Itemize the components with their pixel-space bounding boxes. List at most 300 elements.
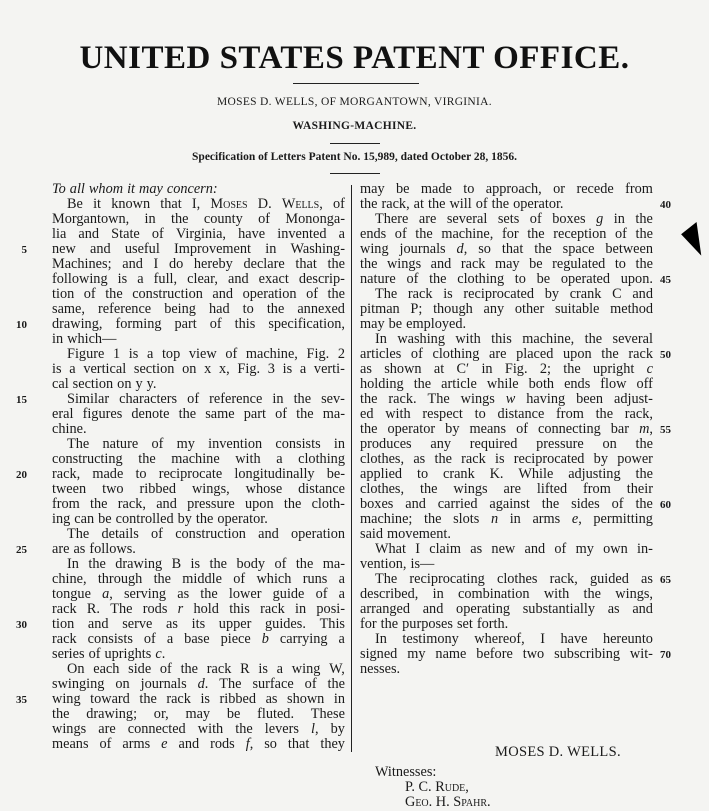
- word: on: [182, 361, 197, 377]
- text-line: [360, 197, 653, 212]
- word: same,: [52, 301, 85, 317]
- word: of: [88, 646, 101, 662]
- line-number: 60: [660, 499, 671, 511]
- word: sides: [571, 496, 600, 512]
- word: against: [489, 496, 530, 512]
- word: is: [52, 361, 62, 377]
- word: with: [455, 331, 481, 347]
- word: Morgantown,: [52, 211, 130, 227]
- word: approach,: [485, 181, 542, 197]
- word: the: [635, 436, 653, 452]
- word: of: [83, 286, 96, 302]
- text-line: [360, 317, 653, 332]
- word: had: [208, 301, 230, 317]
- text-line: [360, 527, 653, 542]
- text-line: [52, 287, 345, 302]
- word: l,: [310, 721, 319, 737]
- word: the: [635, 256, 653, 272]
- word: and: [156, 496, 177, 512]
- word: reciprocated: [463, 286, 535, 302]
- word: of: [529, 211, 542, 227]
- word: combination: [458, 586, 530, 602]
- word: pitman: [360, 301, 400, 317]
- word: in: [52, 331, 64, 347]
- word: x,: [218, 361, 230, 377]
- word: In: [67, 556, 79, 572]
- word: of: [99, 736, 112, 752]
- word: the: [415, 226, 433, 242]
- text-line: [52, 392, 345, 407]
- text-line: [52, 602, 345, 617]
- word: clothing: [457, 271, 505, 287]
- word: may: [360, 181, 385, 197]
- word: In: [375, 331, 387, 347]
- word: the: [527, 226, 545, 242]
- word: is—: [410, 556, 435, 572]
- word: K.: [489, 466, 504, 482]
- word: be: [388, 316, 403, 332]
- word: forming: [115, 316, 162, 332]
- text-line: [52, 302, 345, 317]
- word: is: [128, 346, 139, 362]
- word: as: [641, 571, 653, 587]
- word: and: [632, 601, 653, 617]
- text-line: [52, 272, 345, 287]
- word: part: [243, 406, 266, 422]
- word: as: [73, 541, 86, 557]
- word: longitudinally: [234, 466, 315, 482]
- word: required: [469, 436, 518, 452]
- text-line: [360, 242, 653, 257]
- specification-line: Specification of Letters Patent No. 15,989, dated October 28, 1856.: [192, 151, 517, 163]
- word: as: [413, 451, 426, 467]
- word: of: [275, 406, 288, 422]
- word: are: [52, 541, 70, 557]
- text-line: [52, 437, 345, 452]
- text-line: [360, 437, 653, 452]
- word: this: [491, 331, 512, 347]
- word: its: [191, 616, 206, 632]
- word: the: [413, 376, 432, 392]
- word: substantially: [522, 601, 596, 617]
- word: a: [338, 226, 345, 242]
- text-line: [360, 482, 653, 497]
- word: on: [115, 676, 130, 692]
- word: through: [97, 571, 143, 587]
- word: to: [416, 466, 429, 482]
- word: The: [110, 601, 133, 617]
- word: The: [427, 391, 450, 407]
- word: rack: [461, 451, 486, 467]
- column-divider: [351, 185, 352, 752]
- text-line: [52, 242, 345, 257]
- word: are: [488, 346, 507, 362]
- word: of: [475, 196, 488, 212]
- word: w: [505, 391, 516, 407]
- word: Similar: [67, 391, 110, 407]
- word: the: [584, 331, 603, 347]
- word: bar: [610, 421, 630, 437]
- word: characters: [119, 391, 178, 407]
- text-line: [52, 722, 345, 737]
- word: being: [164, 301, 196, 317]
- word: verti-: [313, 361, 345, 377]
- word: While: [518, 466, 554, 482]
- word: d,: [456, 241, 468, 257]
- word: descrip-: [298, 271, 345, 287]
- word: of: [151, 526, 163, 542]
- word: annexed: [297, 301, 345, 317]
- text-line: [360, 272, 653, 287]
- word: and: [258, 526, 279, 542]
- word: The: [67, 436, 90, 452]
- word: arms: [122, 736, 151, 752]
- word: with: [385, 406, 411, 422]
- word: that: [160, 196, 182, 212]
- word: from: [556, 406, 584, 422]
- word: is: [258, 661, 268, 677]
- text-line: [52, 692, 345, 707]
- word: rack,: [549, 571, 578, 587]
- word: the: [427, 196, 446, 212]
- word: machine,: [245, 346, 298, 362]
- text-line: [360, 287, 653, 302]
- word: the: [360, 391, 378, 407]
- word: two: [102, 481, 124, 497]
- word: before: [476, 646, 513, 662]
- word: is: [495, 451, 505, 467]
- word: respect: [422, 406, 463, 422]
- word: section: [133, 361, 175, 377]
- word: controlled: [115, 511, 174, 527]
- word: denote: [131, 406, 170, 422]
- word: adjust-: [613, 391, 653, 407]
- word: rack: [460, 256, 486, 272]
- word: it: [127, 181, 136, 197]
- text-line: [360, 497, 653, 512]
- text-line: [360, 617, 653, 632]
- word: and: [78, 226, 100, 242]
- word: pressure: [536, 436, 584, 452]
- word: a,: [102, 586, 113, 602]
- word: nature: [102, 436, 139, 452]
- word: series: [52, 646, 85, 662]
- word: operating: [456, 601, 511, 617]
- right-column: [360, 181, 671, 677]
- word: of: [209, 316, 222, 332]
- text-line: [52, 572, 345, 587]
- word: nesses.: [360, 661, 401, 677]
- word: the: [380, 616, 399, 632]
- word: of: [151, 226, 164, 242]
- word: the: [491, 196, 510, 212]
- word: it: [93, 196, 102, 212]
- word: rack,: [117, 496, 146, 512]
- word: boxes: [360, 496, 394, 512]
- word: Fig.: [306, 346, 330, 362]
- word: part: [174, 316, 197, 332]
- word: clear,: [187, 271, 218, 287]
- word: rack: [52, 631, 77, 647]
- word: regulated: [552, 256, 606, 272]
- word: of: [304, 676, 317, 692]
- word: cloth-: [311, 496, 345, 512]
- text-line: [360, 467, 653, 482]
- word: in: [481, 361, 493, 377]
- text-line: [52, 482, 345, 497]
- word: journals: [140, 676, 187, 692]
- word: Fig.: [504, 361, 528, 377]
- word: by: [330, 721, 345, 737]
- word: may: [139, 181, 163, 197]
- line-number: 70: [660, 649, 671, 661]
- word: in: [333, 436, 345, 452]
- word: the: [52, 706, 70, 722]
- word: my: [176, 436, 195, 452]
- word: a: [299, 361, 307, 377]
- word: clothes,: [360, 481, 405, 497]
- word: may: [494, 256, 520, 272]
- word: e: [161, 736, 168, 752]
- word: holding: [360, 376, 404, 392]
- word: D.: [257, 196, 272, 212]
- word: These: [310, 706, 345, 722]
- word: hold: [193, 601, 219, 617]
- word: as: [470, 541, 483, 557]
- word: invented: [277, 226, 327, 242]
- word: this: [229, 601, 250, 617]
- word: purposes: [402, 616, 453, 632]
- word: the: [595, 406, 614, 422]
- word: in: [432, 586, 444, 602]
- text-line: [52, 257, 345, 272]
- text-line: [360, 572, 653, 587]
- word: a: [338, 586, 345, 602]
- word: I: [540, 631, 545, 647]
- witness-name: Geo. H. Spahr.: [405, 794, 491, 810]
- word: ing: [52, 511, 71, 527]
- word: be: [529, 256, 543, 272]
- word: operator.: [513, 196, 564, 212]
- text-line: [360, 362, 653, 377]
- word: ends: [564, 376, 591, 392]
- word: view: [188, 346, 217, 362]
- word: wings: [453, 481, 488, 497]
- word: as: [166, 616, 178, 632]
- word: from: [583, 481, 611, 497]
- word: levers: [264, 721, 299, 737]
- word: which: [256, 571, 292, 587]
- word: and: [430, 256, 452, 272]
- word: produces: [360, 436, 412, 452]
- word: lower: [228, 586, 262, 602]
- word: chine,: [52, 571, 87, 587]
- word: whereof,: [474, 631, 525, 647]
- word: do: [168, 256, 184, 272]
- word: movement.: [387, 526, 451, 542]
- word: the: [635, 496, 653, 512]
- word: said: [360, 526, 384, 542]
- word: they: [320, 736, 345, 752]
- word: and: [90, 241, 111, 257]
- word: be: [396, 181, 410, 197]
- text-line: [360, 212, 653, 227]
- word: arms: [532, 511, 561, 527]
- word: are: [418, 211, 437, 227]
- word: the: [178, 406, 197, 422]
- word: a: [338, 571, 345, 587]
- text-line: [52, 542, 345, 557]
- word: chine.: [52, 421, 87, 437]
- word: between: [605, 241, 653, 257]
- word: the: [563, 361, 581, 377]
- word: and: [178, 736, 200, 752]
- word: d.: [197, 676, 209, 692]
- line-number: 35: [16, 694, 27, 706]
- word: tongue: [52, 586, 91, 602]
- word: the: [200, 586, 218, 602]
- word: Be: [67, 196, 83, 212]
- word: is: [190, 556, 201, 572]
- word: to: [614, 256, 626, 272]
- text-line: [360, 542, 653, 557]
- word: name: [435, 646, 467, 662]
- word: or,: [153, 706, 169, 722]
- text-line: [360, 332, 653, 347]
- line-number: 25: [16, 544, 27, 556]
- word: serve: [122, 616, 153, 632]
- word: n: [490, 511, 499, 527]
- word: wings: [52, 721, 87, 737]
- word: new: [491, 541, 516, 557]
- word: the: [534, 241, 552, 257]
- word: be-: [326, 466, 345, 482]
- word: all: [69, 181, 85, 197]
- word: machine;: [360, 511, 413, 527]
- word: applied: [360, 466, 403, 482]
- word: e,: [571, 511, 582, 527]
- witness-name: P. C. Rude,: [405, 779, 469, 795]
- word: wings,: [615, 586, 653, 602]
- word: useful: [124, 241, 160, 257]
- text-line: [360, 587, 653, 602]
- word: though: [433, 301, 473, 317]
- word: and: [122, 256, 143, 272]
- word: claim: [429, 541, 461, 557]
- word: surface: [252, 676, 294, 692]
- text-line: [52, 452, 345, 467]
- word: tion: [52, 616, 75, 632]
- line-number: 40: [660, 199, 671, 211]
- word: journals: [399, 241, 446, 257]
- word: known: [111, 196, 151, 212]
- office-title: UNITED STATES PATENT OFFICE.: [79, 40, 630, 76]
- word: the: [541, 496, 560, 512]
- word: rack: [407, 286, 433, 302]
- word: c.: [155, 646, 166, 662]
- word: wit-: [629, 646, 653, 662]
- word: means: [52, 736, 89, 752]
- text-line: [360, 182, 653, 197]
- word: so: [478, 241, 491, 257]
- word: figures: [82, 406, 123, 422]
- word: Fig.: [237, 361, 261, 377]
- word: concern:: [166, 181, 218, 197]
- word: the: [360, 421, 378, 437]
- word: carried: [437, 496, 478, 512]
- word: the: [88, 556, 106, 572]
- text-line: [52, 617, 345, 632]
- word: vention,: [360, 556, 407, 572]
- word: boxes: [552, 211, 586, 227]
- word: the: [601, 346, 619, 362]
- word: operator: [387, 421, 436, 437]
- word: hereunto: [602, 631, 653, 647]
- word: the: [138, 451, 156, 467]
- word: for: [360, 616, 377, 632]
- word: at: [413, 196, 424, 212]
- word: upper: [218, 616, 252, 632]
- word: fluted.: [257, 706, 295, 722]
- word: several: [446, 211, 488, 227]
- word: have: [560, 631, 588, 647]
- word: whom: [88, 181, 124, 197]
- word: details: [101, 526, 139, 542]
- word: vertical: [83, 361, 127, 377]
- word: ribbed: [139, 481, 177, 497]
- word: with: [543, 586, 570, 602]
- word: machine,: [522, 331, 575, 347]
- word: will: [449, 196, 472, 212]
- word: R: [240, 661, 250, 677]
- word: 3: [267, 361, 275, 377]
- word: by: [593, 451, 608, 467]
- word: wing: [360, 241, 389, 257]
- word: g: [596, 211, 604, 227]
- word: for: [501, 226, 519, 242]
- word: carrying: [279, 631, 328, 647]
- word: side: [128, 661, 152, 677]
- word: distance: [298, 481, 345, 497]
- word: be: [98, 511, 112, 527]
- word: of: [611, 496, 624, 512]
- word: space: [562, 241, 595, 257]
- word: There: [375, 211, 409, 227]
- word: can: [74, 511, 95, 527]
- word: guided: [589, 571, 629, 587]
- word: forth.: [476, 616, 509, 632]
- word: their: [626, 481, 653, 497]
- word: are: [98, 721, 116, 737]
- word: of: [151, 436, 164, 452]
- word: the: [180, 661, 199, 677]
- word: placed: [516, 346, 554, 362]
- text-line: [360, 662, 653, 677]
- word: shown: [287, 691, 325, 707]
- text-line: [360, 452, 653, 467]
- text-line: [52, 557, 345, 572]
- word: the: [153, 571, 172, 587]
- word: a: [276, 451, 283, 467]
- word: the: [171, 211, 189, 227]
- word: the: [139, 691, 157, 707]
- word: m,: [639, 421, 653, 437]
- word: rack: [52, 601, 77, 617]
- word: the: [424, 511, 442, 527]
- word: body: [236, 556, 266, 572]
- word: been: [576, 391, 604, 407]
- word: may: [360, 316, 385, 332]
